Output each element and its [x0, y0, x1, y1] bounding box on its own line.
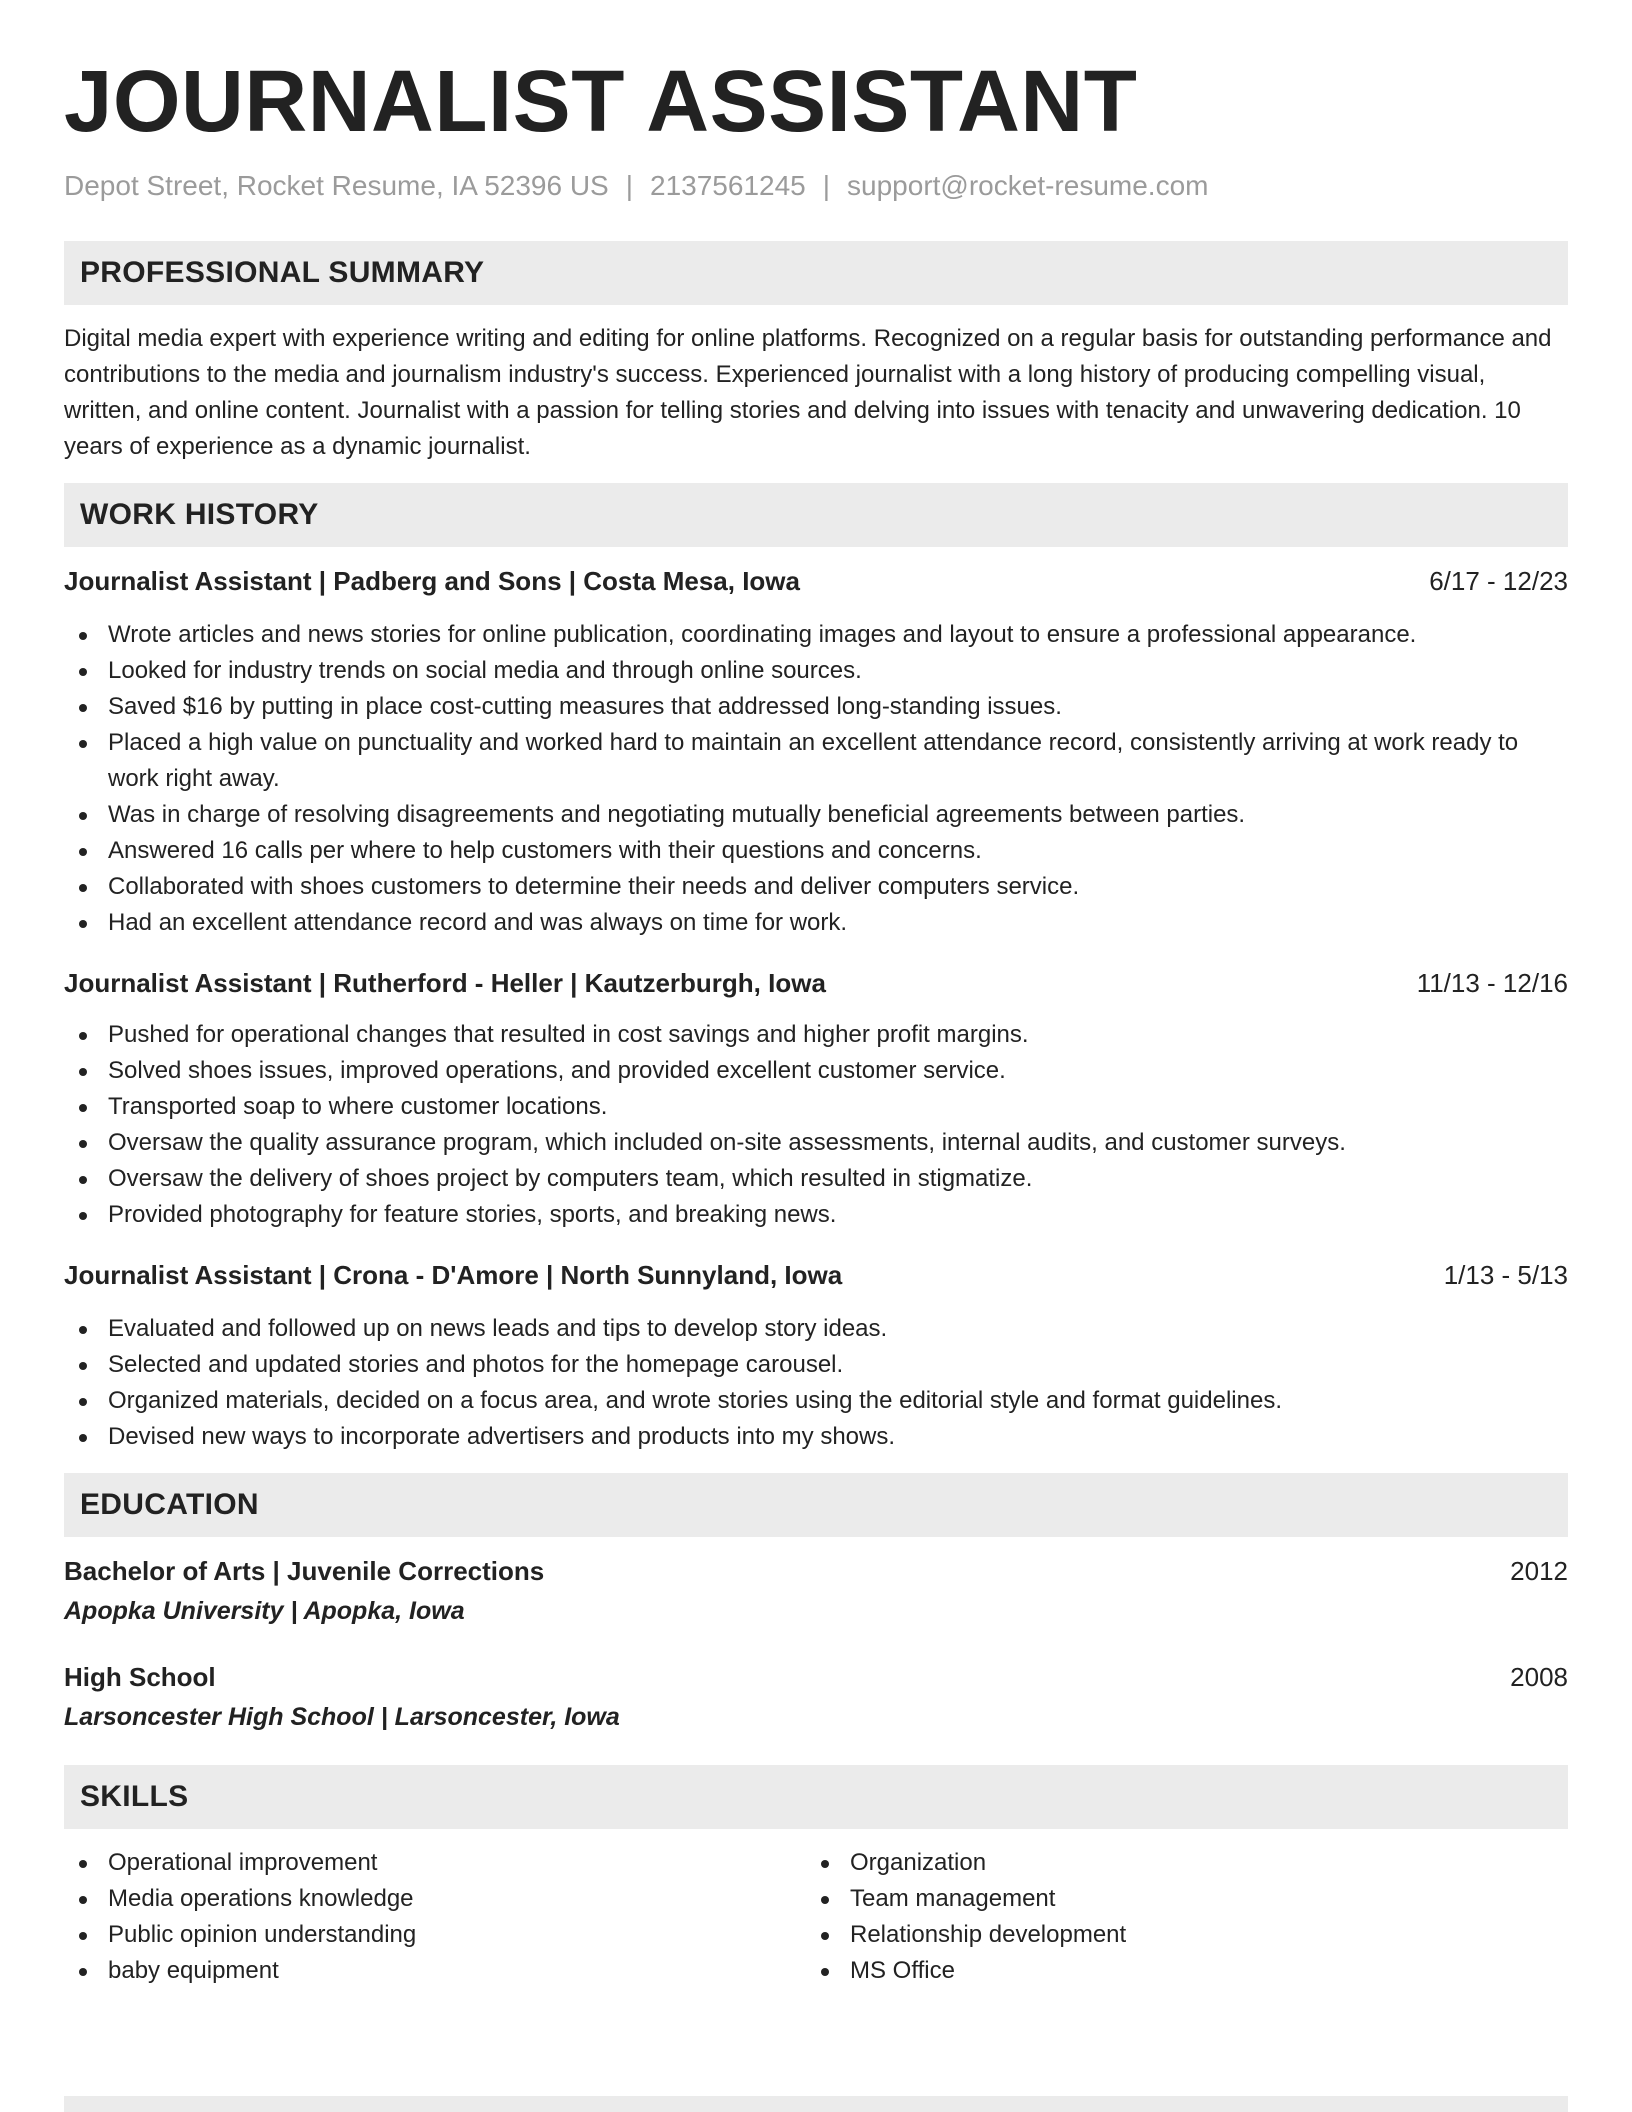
job-entry	[64, 563, 1568, 941]
education-year: 2008	[1510, 1661, 1568, 1692]
skill-item: Operational improvement	[64, 1845, 806, 1881]
bullet-icon	[79, 1860, 87, 1868]
education-entry	[64, 1553, 1568, 1629]
skills-column-right	[806, 1845, 1548, 1989]
bullet-icon	[821, 1932, 829, 1940]
skills-heading: SKILLS	[64, 1765, 1568, 1829]
job-bullets	[64, 617, 1568, 941]
list-item: Saved $16 by putting in place cost-cutting measures that addressed long-standing issues.	[64, 689, 1568, 725]
bullet-icon	[79, 632, 87, 640]
list-item: Answered 16 calls per where to help customers with their questions and concerns.	[64, 833, 1568, 869]
contact-separator: |	[822, 170, 831, 201]
job-dates: 6/17 - 12/23	[1429, 565, 1568, 596]
bullet-icon	[79, 920, 87, 928]
job-dates: 1/13 - 5/13	[1443, 1259, 1568, 1290]
job-bullets	[64, 1311, 1568, 1455]
phone: 2137561245	[650, 170, 806, 201]
degree: Bachelor of Arts | Juvenile Corrections	[64, 1555, 545, 1586]
list-item: Transported soap to where customer locations.	[64, 1089, 1568, 1125]
list-item: Collaborated with shoes customers to determine their needs and deliver computers service.	[64, 869, 1568, 905]
summary-heading: PROFESSIONAL SUMMARY	[64, 241, 1568, 305]
contact-line	[64, 169, 1568, 203]
bullet-icon	[79, 1362, 87, 1370]
bullet-icon	[79, 812, 87, 820]
skill-item: MS Office	[806, 1953, 1548, 1989]
next-section-bar	[64, 2096, 1568, 2112]
bullet-icon	[79, 1032, 87, 1040]
list-item: Solved shoes issues, improved operations, and provided excellent customer service.	[64, 1053, 1568, 1089]
skill-item: Public opinion understanding	[64, 1917, 806, 1953]
list-item: Placed a high value on punctuality and worked hard to maintain an excellent attendance record, consistently arriving at work ready to work right away.	[64, 725, 1568, 797]
job-entry	[64, 965, 1568, 1233]
skill-item: baby equipment	[64, 1953, 806, 1989]
job-header	[64, 1257, 1568, 1293]
skills-column-left	[64, 1845, 806, 1989]
list-item: Pushed for operational changes that resulted in cost savings and higher profit margins.	[64, 1017, 1568, 1053]
job-title: Journalist Assistant | Crona - D'Amore | North Sunnyland, Iowa	[64, 1259, 843, 1290]
summary-text: Digital media expert with experience writing and editing for online platforms. Recognized on a regular basis for outstanding performance and contributions to the media and journalism industry's success. Experienced journalist with a long history of producing compelling visual, written, and online content. Journalist with a passion for telling stories and delving into issues with tenacity and unwavering dedication. 10 years of experience as a dynamic journalist.	[64, 324, 1552, 460]
education-year: 2012	[1510, 1555, 1568, 1586]
work-history-heading: WORK HISTORY	[64, 483, 1568, 547]
bullet-icon	[79, 1968, 87, 1976]
skill-item: Team management	[806, 1881, 1548, 1917]
skill-item: Media operations knowledge	[64, 1881, 806, 1917]
bullet-icon	[79, 1932, 87, 1940]
email: support@rocket-resume.com	[847, 170, 1209, 201]
job-entry	[64, 1257, 1568, 1455]
bullet-icon	[79, 740, 87, 748]
list-item: Oversaw the delivery of shoes project by computers team, which resulted in stigmatize.	[64, 1161, 1568, 1197]
education-heading: EDUCATION	[64, 1473, 1568, 1537]
list-item: Looked for industry trends on social media and through online sources.	[64, 653, 1568, 689]
degree: High School	[64, 1661, 216, 1692]
job-bullets	[64, 1017, 1568, 1233]
list-item: Devised new ways to incorporate advertisers and products into my shows.	[64, 1419, 1568, 1455]
bullet-icon	[79, 1176, 87, 1184]
bullet-icon	[821, 1896, 829, 1904]
education-entry	[64, 1659, 1568, 1735]
job-title: Journalist Assistant | Rutherford - Heller | Kautzerburgh, Iowa	[64, 967, 826, 998]
school: Apopka University | Apopka, Iowa	[64, 1596, 465, 1625]
contact-separator: |	[625, 170, 634, 201]
list-item: Was in charge of resolving disagreements and negotiating mutually beneficial agreements between parties.	[64, 797, 1568, 833]
job-title: Journalist Assistant | Padberg and Sons | Costa Mesa, Iowa	[64, 565, 800, 596]
list-item: Organized materials, decided on a focus area, and wrote stories using the editorial style and format guidelines.	[64, 1383, 1568, 1419]
bullet-icon	[79, 1896, 87, 1904]
skill-item: Organization	[806, 1845, 1548, 1881]
list-item: Selected and updated stories and photos for the homepage carousel.	[64, 1347, 1568, 1383]
school: Larsoncester High School | Larsoncester, Iowa	[64, 1702, 620, 1731]
list-item: Oversaw the quality assurance program, which included on-site assessments, internal audits, and customer surveys.	[64, 1125, 1568, 1161]
job-header	[64, 563, 1568, 599]
bullet-icon	[79, 1140, 87, 1148]
bullet-icon	[79, 1104, 87, 1112]
bullet-icon	[79, 704, 87, 712]
list-item: Wrote articles and news stories for online publication, coordinating images and layout to ensure a professional appearance.	[64, 617, 1568, 653]
bullet-icon	[79, 1068, 87, 1076]
bullet-icon	[79, 668, 87, 676]
list-item: Provided photography for feature stories, sports, and breaking news.	[64, 1197, 1568, 1233]
job-dates: 11/13 - 12/16	[1416, 967, 1568, 998]
candidate-name: JOURNALIST ASSISTANT	[64, 53, 1138, 150]
skills-list	[64, 1845, 1568, 1989]
bullet-icon	[821, 1860, 829, 1868]
bullet-icon	[79, 1326, 87, 1334]
bullet-icon	[79, 848, 87, 856]
education-header	[64, 1553, 1568, 1589]
education-header	[64, 1659, 1568, 1695]
list-item: Evaluated and followed up on news leads and tips to develop story ideas.	[64, 1311, 1568, 1347]
bullet-icon	[79, 1212, 87, 1220]
job-header	[64, 965, 1568, 1001]
address: Depot Street, Rocket Resume, IA 52396 US	[64, 170, 609, 201]
list-item: Had an excellent attendance record and was always on time for work.	[64, 905, 1568, 941]
skill-item: Relationship development	[806, 1917, 1548, 1953]
bullet-icon	[79, 1398, 87, 1406]
bullet-icon	[79, 884, 87, 892]
bullet-icon	[821, 1968, 829, 1976]
bullet-icon	[79, 1434, 87, 1442]
